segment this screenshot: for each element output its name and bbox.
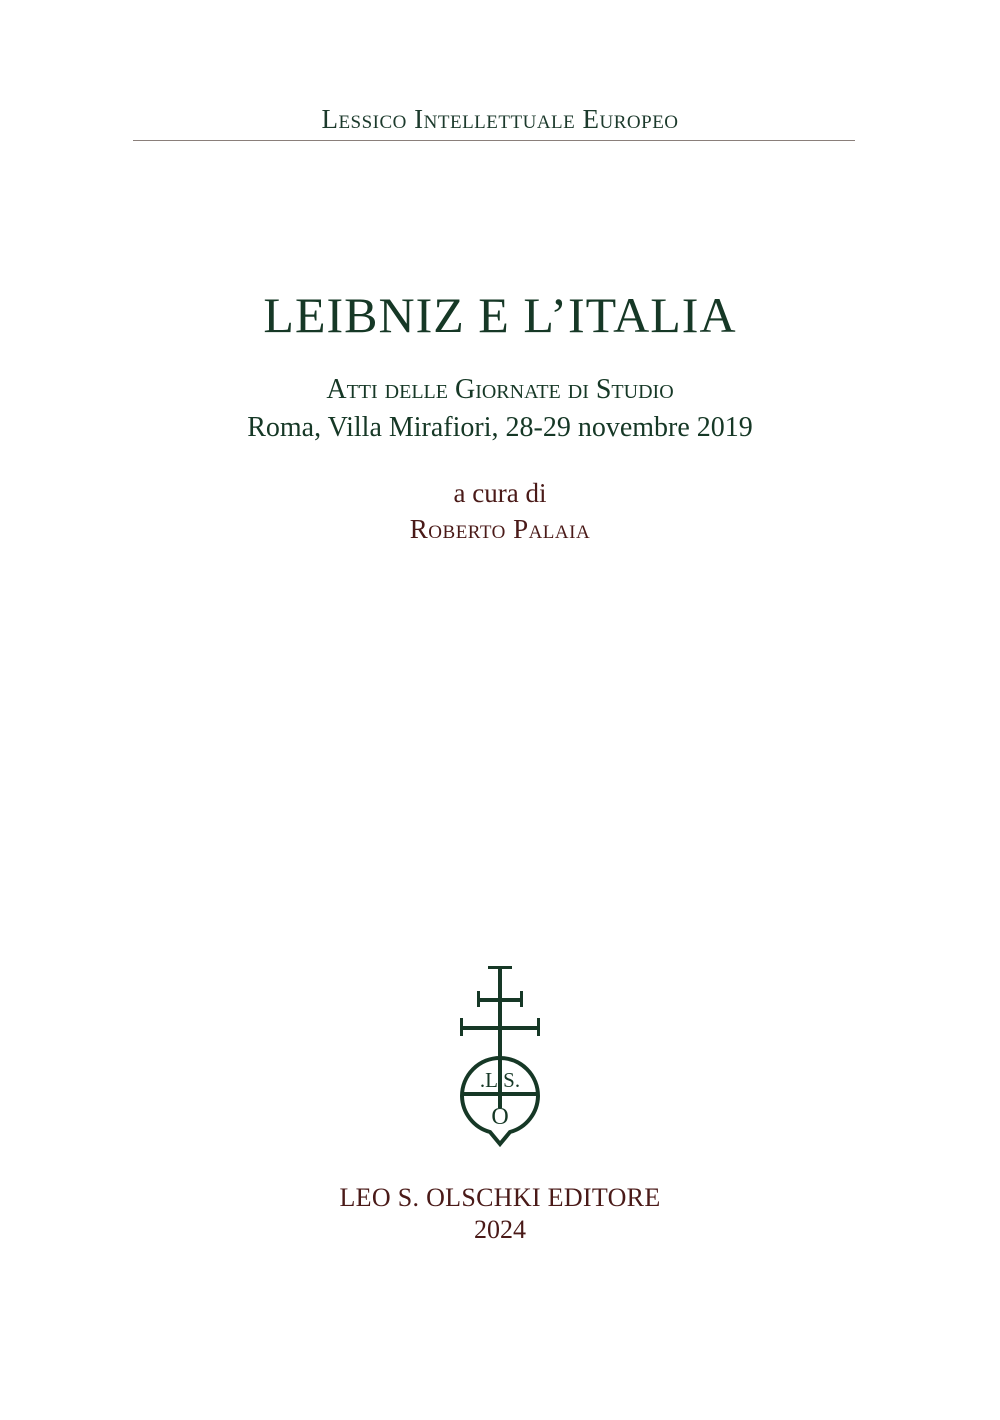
series-title: Lessico Intellettuale Europeo [321,104,679,134]
publication-year: 2024 [474,1215,526,1244]
logo-letter-bottom: O [491,1104,509,1130]
editor-name: Roberto Palaia [409,514,591,544]
publisher-name: LEO S. OLSCHKI EDITORE [339,1183,661,1212]
olschki-cross-emblem-icon [452,966,548,1150]
book-subtitle: Atti delle Giornate di Studio [326,374,674,405]
header-rule [133,140,855,141]
logo-letters-top: .L.S. [479,1068,521,1092]
conference-place-date: Roma, Villa Mirafiori, 28-29 novembre 2019 [247,412,753,443]
curated-by-label: a cura di [453,478,547,508]
book-title: LEIBNIZ E L’ITALIA [263,287,737,343]
